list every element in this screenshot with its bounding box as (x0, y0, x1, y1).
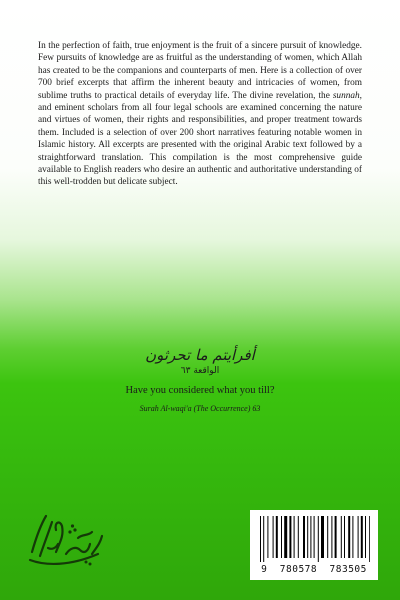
barcode-bar (298, 516, 299, 558)
barcode-bar (358, 516, 359, 558)
barcode-bar (289, 516, 291, 558)
calligraphy-logo-icon (26, 508, 106, 572)
blurb-italic-sunnah: sunnah, (332, 90, 362, 101)
barcode-bar (369, 516, 370, 562)
barcode-bar (344, 516, 345, 558)
barcode-bar (281, 516, 282, 558)
barcode-bar (294, 516, 295, 558)
barcode (250, 510, 378, 580)
barcode-bar (331, 516, 332, 558)
verse-reference: Surah Al-waqi'a (The Occurrence) 63 (139, 404, 261, 413)
barcode-bar (348, 516, 350, 558)
barcode-bar (276, 516, 278, 558)
barcode-bar (273, 516, 274, 558)
english-verse: Have you considered what you till? (125, 385, 275, 396)
barcode-bar (267, 516, 268, 558)
barcode-bar (321, 516, 324, 558)
barcode-digits: 9 780578 783505 (261, 564, 367, 575)
arabic-verse: أفرأيتم ما تحرثون (145, 346, 255, 364)
barcode-bar (263, 516, 264, 562)
barcode-bar (327, 516, 328, 558)
barcode-bar (365, 516, 366, 558)
barcode-bar (314, 516, 315, 558)
barcode-bar (352, 516, 353, 558)
barcode-bar (284, 516, 287, 558)
blurb-part-2: and eminent scholars from all four legal schools are examined concerning the nature and virtues of women, their rights and responsibilities, and proper treatment towards them. Included is a selection of over 200 short narratives featuring notable women in Islamic history. All excerpts are presented with the original Arabic text followed by a straightforward translation. This compilation is the most comprehensive guide available to English readers who desire an authentic and authoritative understanding of this well-trodden but delicate subject. (38, 103, 362, 188)
blurb-part-1: In the perfection of faith, true enjoyment is the fruit of a sincere pursuit of knowledge. Few pursuits of knowledge are as fruitful as the understanding of women, which Allah has created to be the companions and counterparts of men. Here is a collection of over 700 brief excerpts that affirm the inherent beauty and intricacies of women, from sublime truths to practical details of everyday life. The divine revelation, the (38, 41, 362, 101)
barcode-bar (318, 516, 319, 562)
barcode-bar (260, 516, 261, 562)
barcode-bar (335, 516, 337, 558)
barcode-bar (303, 516, 305, 558)
quran-verse-block (0, 346, 400, 414)
barcode-bar (310, 516, 311, 558)
blurb-text (38, 40, 362, 189)
barcode-bar (341, 516, 342, 558)
isbn-barcode-icon (258, 516, 370, 562)
barcode-bar (361, 516, 363, 558)
arabic-verse-reference: الواقعة ٦٣ (180, 366, 220, 376)
barcode-bar (307, 516, 308, 558)
